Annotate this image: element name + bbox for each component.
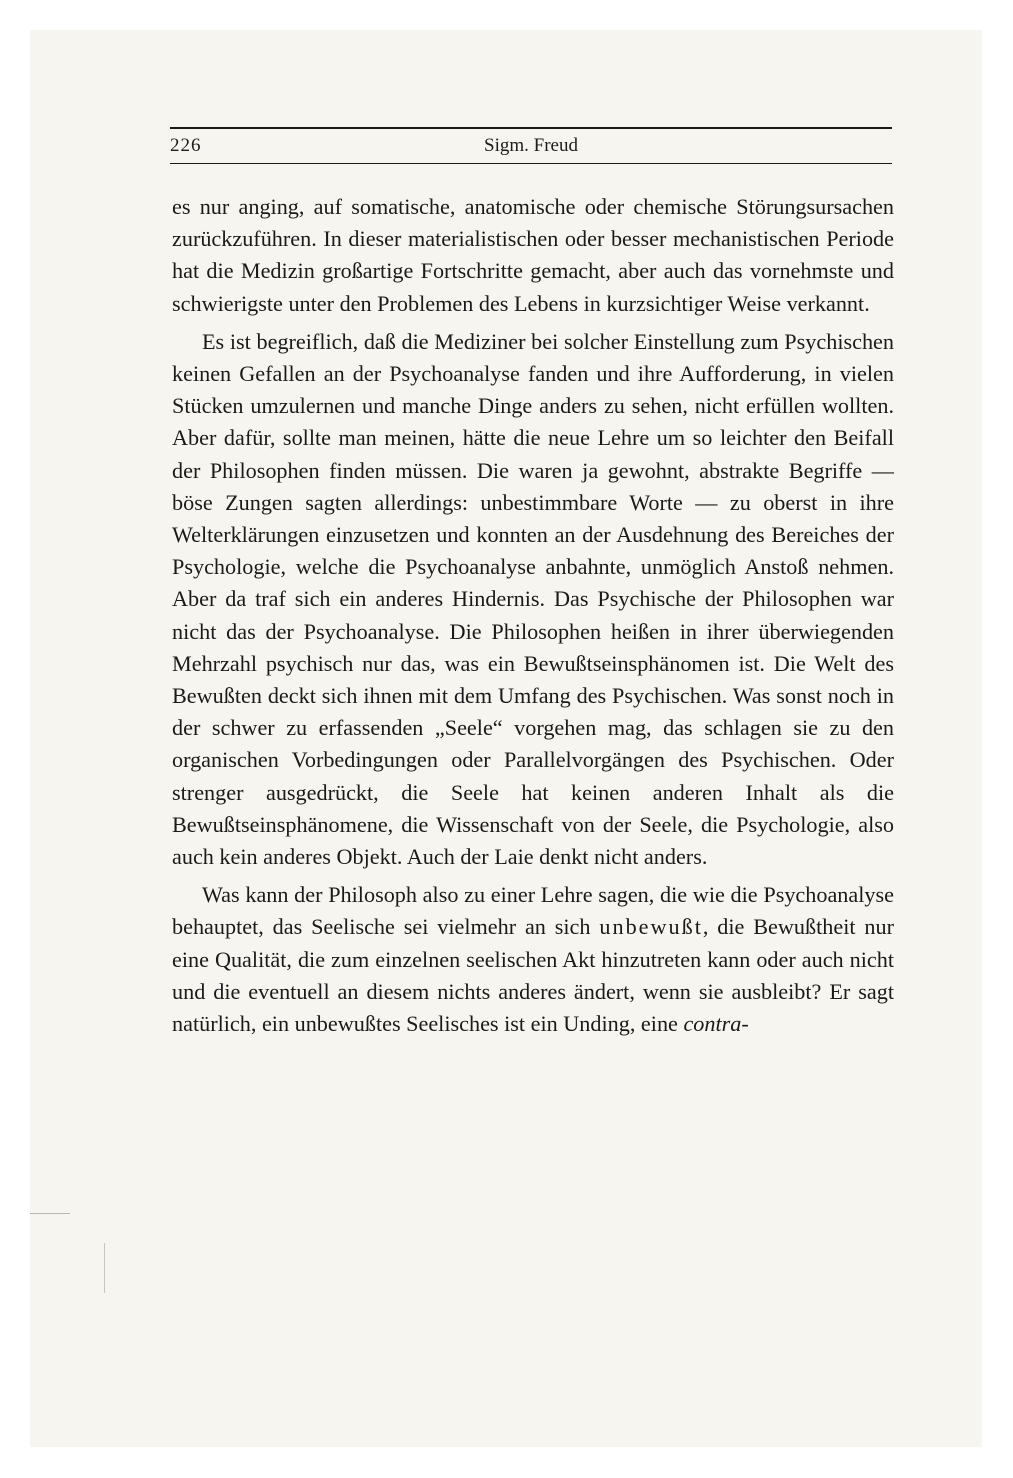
header-rule-bottom: [170, 163, 892, 164]
paragraph-3-text-before: Was kann der Philosoph also zu einer Lehre sagen, die wie die Psychoanalyse behauptet, das Seelische sei vielmehr an sich: [172, 882, 894, 940]
paragraph-2: Es ist begreiflich, daß die Mediziner bei solcher Einstellung zum Psychischen keinen Gefallen an der Psychoanalyse fanden und ihre Aufforderung, in vielen Stücken umzulernen und manche Dinge anders zu sehen, nicht erfüllen wollten. Aber dafür, sollte man meinen, hätte die neue Lehre um so leichter den Beifall der Philosophen finden müssen. Die waren ja gewohnt, abstrakte Begriffe — böse Zungen sagten allerdings: unbestimmbare Worte — zu oberst in ihre Welterklärungen einzusetzen und konnten an der Ausdehnung des Bereiches der Psychologie, welche die Psychoanalyse anbahnte, unmöglich Anstoß nehmen. Aber da traf sich ein anderes Hindernis. Das Psychische der Philosophen war nicht das der Psychoanalyse. Die Philosophen heißen in ihrer überwiegenden Mehrzahl psychisch nur das, was ein Bewußtseinsphänomen ist. Die Welt des Bewußten deckt sich ihnen mit dem Umfang des Psychischen. Was sonst noch in der schwer zu erfassenden „Seele“ vorgehen mag, das schlagen sie zu den organischen Vorbedingungen oder Parallelvorgängen des Psychischen. Oder strenger ausgedrückt, die Seele hat keinen anderen Inhalt als die Bewußtseinsphänomene, die Wissenschaft von der Seele, die Psychologie, also auch kein anderes Objekt. Auch der Laie denkt nicht anders.: [172, 328, 894, 870]
scan-margin-mark: [30, 1213, 70, 1214]
body-text: [172, 191, 894, 1040]
page-number: 226: [170, 135, 202, 156]
paragraph-3-text-after: , die Bewußtheit nur eine Qualität, die zum einzelnen seelischen Akt hinzutreten kann oder auch nicht und die eventuell an diesem nichts anderes ändert, wenn sie ausbleibt? Er sagt natürlich, ein unbewußtes Seelisches ist ein Unding, eine: [172, 914, 894, 1037]
spaced-emphasis: unbewußt: [599, 914, 703, 940]
italic-word: contra-: [683, 1011, 749, 1037]
scan-margin-mark: [104, 1243, 105, 1293]
paragraph-1: es nur anging, auf somatische, anatomische oder chemische Störungsursachen zurückzuführen. In dieser materialistischen oder besser mechanistischen Periode hat die Medizin großartige Fortschritte gemacht, aber auch das vornehmste und schwierigste unter den Problemen des Lebens in kurzsichtiger Weise verkannt.: [172, 194, 894, 316]
header-rule-top: [170, 127, 892, 129]
running-head: [170, 131, 892, 161]
running-title: Sigm. Freud: [484, 135, 578, 156]
paragraph-3: [172, 879, 894, 1040]
